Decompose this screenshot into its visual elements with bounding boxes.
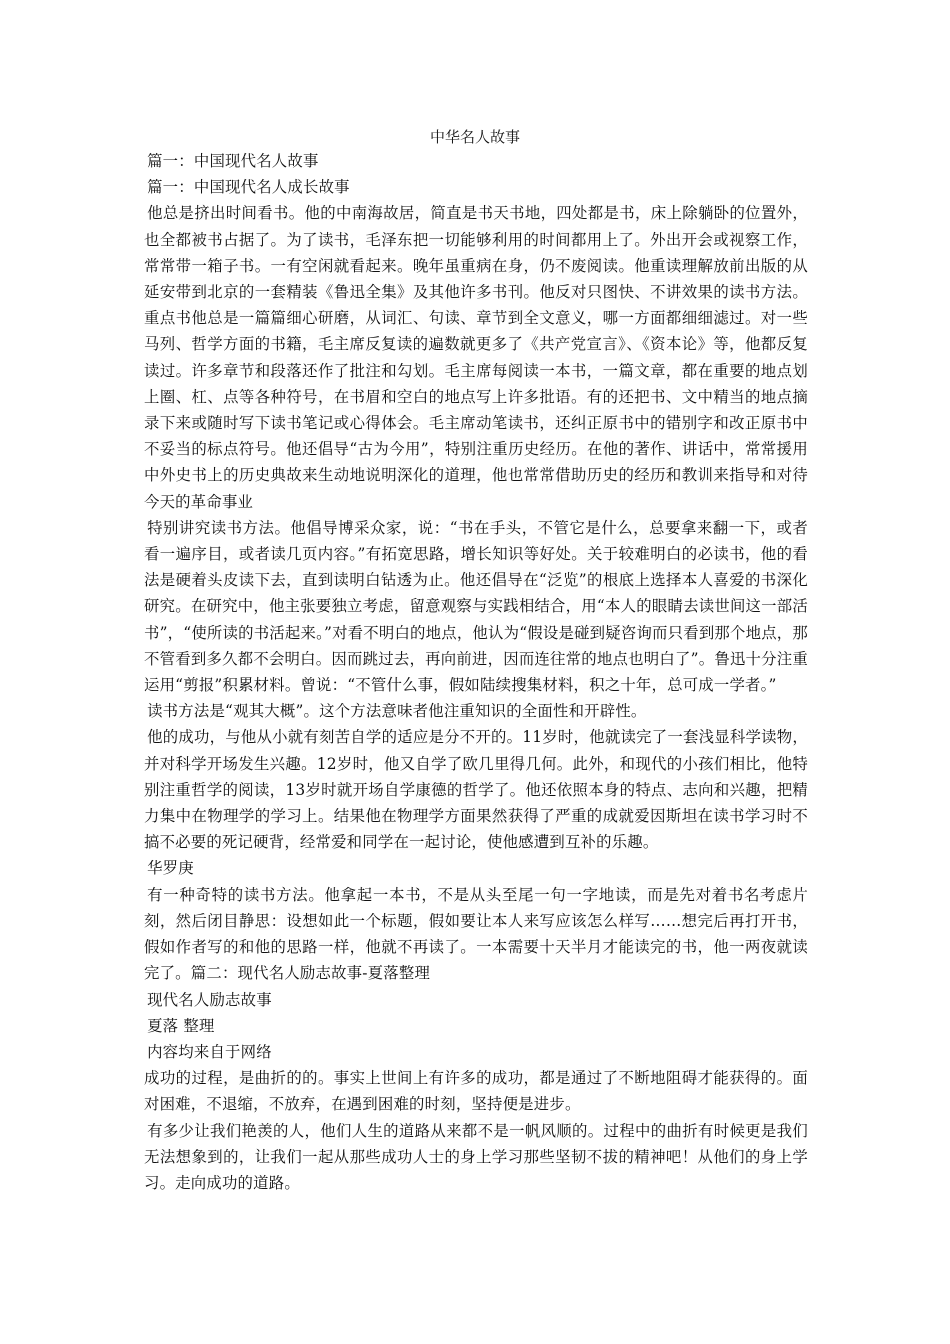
body-paragraph: 读书方法是“观其大概”。这个方法意味者他注重知识的全面性和开辟性。 bbox=[147, 702, 647, 721]
body-paragraph: 成功的过程，是曲折的的。事实上世间上有许多的成功，都是通过了不断地阻碍才能获得的。面对困难，不退缩，不放弃，在遇到困难的时刻，坚持便是进步。 bbox=[144, 1069, 808, 1114]
document-title: 中华名人故事 bbox=[429, 128, 520, 146]
document-body bbox=[144, 148, 808, 1196]
author-line: 夏落 整理 bbox=[147, 1016, 215, 1035]
section-subheading: 篇一：中国现代名人成长故事 bbox=[147, 178, 350, 197]
section-heading: 篇一：中国现代名人故事 bbox=[147, 152, 319, 170]
body-paragraph: 他的成功，与他从小就有刻苦自学的适应是分不开的。11岁时，他就读完了一套浅显科学读物，并对科学开场发生兴趣。12岁时，他又自学了欧几里得几何。此外，和现代的小孩们相比，他特别注重哲学的阅读，13岁时就开场自学康德的哲学了。他还依照本身的特点、志向和兴趣，把精力集中在物理学的学习上。结果他在物理学方面果然获得了严重的成就爱因斯坦在读书学习时不搞不必要的死记硬背，经常爱和同学在一起讨论，使他感遭到互补的乐趣。 bbox=[144, 728, 808, 852]
person-name-heading: 华罗庚 bbox=[147, 859, 194, 878]
section-heading: 现代名人励志故事 bbox=[147, 990, 272, 1009]
body-paragraph: 有一种奇特的读书方法。他拿起一本书，不是从头至尾一句一字地读，而是先对着书名考虑片刻，然后闭目静思：设想如此一个标题，假如要让本人来写应该怎么样写……想完后再打开书，假如作者写的和他的思路一样，他就不再读了。一本需要十天半月才能读完的书，他一两夜就读完了。篇二：现代名人励志故事-夏落整理 bbox=[144, 885, 808, 983]
body-paragraph: 他总是挤出时间看书。他的中南海故居，简直是书天书地，四处都是书，床上除躺卧的位置外，也全都被书占据了。为了读书，毛泽东把一切能够利用的时间都用上了。外出开会或视察工作，常常带一箱子书。一有空闲就看起来。晚年虽重病在身，仍不废阅读。他重读理解放前出版的从延安带到北京的一套精装《鲁迅全集》及其他许多书刊。他反对只图快、不讲效果的读书方法。重点书他总是一篇篇细心研磨，从词汇、句读、章节到全文意义，哪一方面都细细滤过。对一些马列、哲学方面的书籍，毛主席反复读的遍数就更多了《共产党宣言》、《资本论》等，他都反复读过。许多章节和段落还作了批注和勾划。毛主席每阅读一本书，一篇文章，都在重要的地点划上圈、杠、点等各种符号，在书眉和空白的地点写上许多批语。有的还把书、文中精当的地点摘录下来或随时写下读书笔记或心得体会。毛主席动笔读书，还纠正原书中的错别字和改正原书中不妥当的标点符号。他还倡导“古为今用”，特别注重历史经历。在他的著作、讲话中，常常援用中外史书上的历史典故来生动地说明深化的道理，他也常常借助历史的经历和教训来指导和对待今天的革命事业 bbox=[144, 204, 808, 511]
source-note: 内容均来自于网络 bbox=[147, 1042, 272, 1061]
body-paragraph: 有多少让我们艳羡的人，他们人生的道路从来都不是一帆风顺的。过程中的曲折有时候更是我们无法想象到的，让我们一起从那些成功人士的身上学习那些坚韧不拔的精神吧！从他们的身上学习。走向成功的道路。 bbox=[144, 1121, 808, 1192]
body-paragraph: 特别讲究读书方法。他倡导博采众家，说：“书在手头，不管它是什么，总要拿来翻一下，或者看一遍序目，或者读几页内容。”有拓宽思路，增长知识等好处。关于较难明白的必读书，他的看法是硬着头皮读下去，直到读明白钻透为止。他还倡导在“泛览”的根底上选择本人喜爱的书深化研究。在研究中，他主张要独立考虑，留意观察与实践相结合，用“本人的眼睛去读世间这一部活书”，“使所读的书活起来。”对看不明白的地点，他认为“假设是碰到疑咨询而只看到那个地点，那不管看到多久都不会明白。因而跳过去，再向前进，因而连往常的地点也明白了”。鲁迅十分注重运用“剪报”积累材料。曾说：“不管什么事，假如陆续搜集材料，积之十年，总可成一学者。” bbox=[144, 518, 808, 695]
